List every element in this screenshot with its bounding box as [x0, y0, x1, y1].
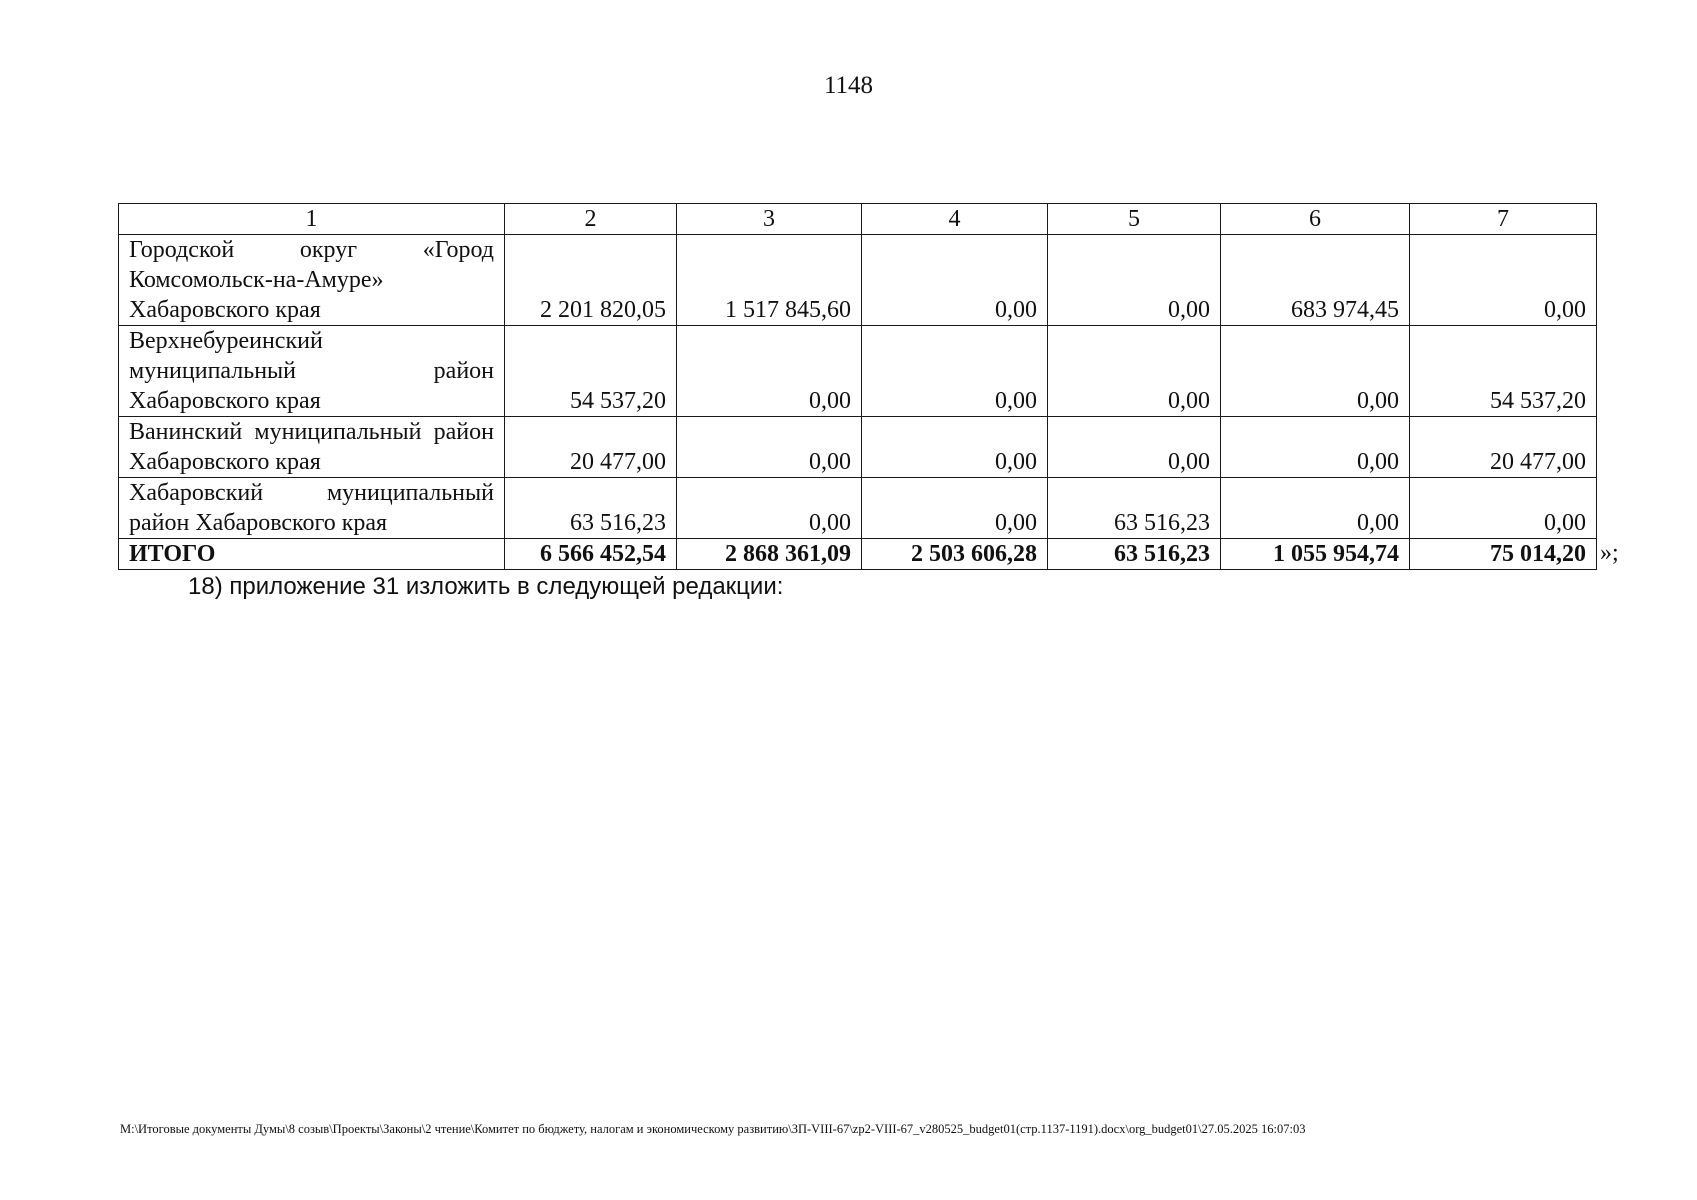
total-label: ИТОГО — [119, 539, 505, 570]
total-cell: 1 055 954,74 — [1221, 539, 1410, 570]
municipality-name: Верхнебуреинский муниципальный район Хабаровского края — [119, 326, 505, 417]
table-cell: 0,00 — [862, 478, 1048, 539]
table-cell: 0,00 — [1410, 235, 1597, 326]
table-cell: 0,00 — [1048, 326, 1221, 417]
table-cell: 0,00 — [677, 478, 862, 539]
total-cell: 75 014,20 — [1410, 539, 1597, 570]
table-row — [119, 235, 1597, 326]
footer-file-path: M:\Итоговые документы Думы\8 созыв\Проекты\Законы\2 чтение\Комитет по бюджету, налогам и экономическому развитию\ЗП-VIII-67\zp2-VIII-67_v280525_budget01(стр.1137-1191).docx\org_budget01\27.05.2025 16:07:03 — [120, 1122, 1306, 1136]
municipality-name: Городской округ «Город Комсомольск-на-Амуре» Хабаровского края — [119, 235, 505, 326]
table-cell: 2 201 820,05 — [505, 235, 677, 326]
table-cell: 0,00 — [862, 417, 1048, 478]
column-number-row — [119, 204, 1597, 235]
table-cell: 54 537,20 — [1410, 326, 1597, 417]
table-cell: 63 516,23 — [505, 478, 677, 539]
municipality-name: Хабаровский муниципальный район Хабаровского края — [119, 478, 505, 539]
budget-table-container — [118, 203, 1596, 570]
table-row — [119, 326, 1597, 417]
budget-table — [118, 203, 1597, 570]
column-number: 2 — [505, 204, 677, 235]
table-cell: 0,00 — [1221, 326, 1410, 417]
closing-quote: »; — [1600, 540, 1619, 566]
total-cell: 2 503 606,28 — [862, 539, 1048, 570]
municipality-name: Ванинский муниципальный район Хабаровского края — [119, 417, 505, 478]
column-number: 6 — [1221, 204, 1410, 235]
table-cell: 0,00 — [862, 235, 1048, 326]
table-cell: 0,00 — [1048, 235, 1221, 326]
column-number: 4 — [862, 204, 1048, 235]
table-cell: 63 516,23 — [1048, 478, 1221, 539]
table-cell: 683 974,45 — [1221, 235, 1410, 326]
table-cell: 0,00 — [677, 326, 862, 417]
total-cell: 6 566 452,54 — [505, 539, 677, 570]
table-cell: 54 537,20 — [505, 326, 677, 417]
table-cell: 0,00 — [1221, 417, 1410, 478]
table-row — [119, 478, 1597, 539]
table-cell: 0,00 — [677, 417, 862, 478]
page-number: 1148 — [823, 72, 874, 99]
column-number: 5 — [1048, 204, 1221, 235]
total-row — [119, 539, 1597, 570]
table-cell: 20 477,00 — [1410, 417, 1597, 478]
column-number: 3 — [677, 204, 862, 235]
table-cell: 0,00 — [1221, 478, 1410, 539]
column-number: 1 — [119, 204, 505, 235]
instruction-text: 18) приложение 31 изложить в следующей редакции: — [188, 573, 784, 600]
table-cell: 0,00 — [1048, 417, 1221, 478]
total-cell: 2 868 361,09 — [677, 539, 862, 570]
column-number: 7 — [1410, 204, 1597, 235]
total-cell: 63 516,23 — [1048, 539, 1221, 570]
table-cell: 20 477,00 — [505, 417, 677, 478]
table-row — [119, 417, 1597, 478]
table-cell: 0,00 — [1410, 478, 1597, 539]
table-cell: 0,00 — [862, 326, 1048, 417]
table-cell: 1 517 845,60 — [677, 235, 862, 326]
